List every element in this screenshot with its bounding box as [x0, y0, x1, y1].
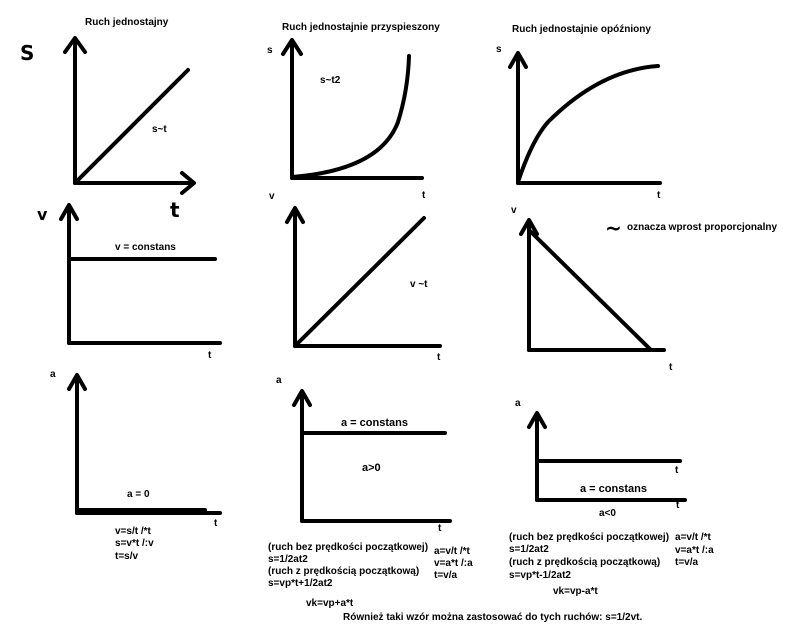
axis-label-a: a	[50, 369, 56, 380]
axis-label-v: v	[511, 205, 517, 216]
formula-note: (ruch z prędkością początkową)	[268, 566, 420, 577]
formula-line: vk=vp+a*t	[306, 598, 354, 609]
axis-label-t: t	[208, 350, 212, 361]
annotation-a-constans: a = constans	[580, 483, 647, 495]
graph-a-t-accelerated	[294, 391, 450, 521]
axis-label-t-big: t	[170, 198, 180, 222]
annotation-s-prop-t2: s~t2	[320, 75, 341, 86]
formula-note: (ruch z prędkością początkową)	[509, 557, 661, 568]
formula-note: (ruch bez prędkości początkowej)	[268, 542, 429, 553]
graph-v-t-uniform	[61, 205, 220, 343]
axis-label-v-big: v	[37, 205, 48, 224]
axis-label-a: a	[515, 398, 521, 409]
s-t-decel-curve	[518, 66, 658, 182]
formula-line: vk=vp-a*t	[553, 586, 598, 597]
formula-line: s=vp*t-1/2at2	[509, 570, 571, 581]
formula-line: v=a*t /:a	[434, 558, 473, 569]
annotation-a-zero: a = 0	[127, 489, 150, 500]
annotation-a-constans: a = constans	[341, 417, 408, 429]
legend-text: oznacza wprost proporcjonalny	[627, 222, 778, 233]
axis-label-a: a	[276, 375, 282, 386]
formula-note: (ruch bez prędkości początkowej)	[509, 532, 670, 543]
annotation-a-lt0: a<0	[599, 508, 616, 519]
axis-label-t: t	[422, 190, 426, 201]
formula-line: s=v*t /:v	[115, 538, 154, 549]
formula-line: a=v/t /*t	[434, 546, 470, 557]
graph-s-t-uniform	[65, 38, 194, 193]
axis-label-t: t	[676, 500, 680, 511]
formula-line: s=vp*t+1/2at2	[268, 578, 333, 589]
s-t-parabola	[292, 56, 409, 177]
annotation-v-prop-t: v ~t	[410, 279, 428, 290]
formula-line: v=a*t /:a	[675, 545, 714, 556]
axis-label-t: t	[438, 523, 442, 534]
footer-note: Również taki wzór można zastosować do tych ruchów: s=1/2vt.	[343, 612, 643, 623]
axis-label-s: s	[267, 45, 273, 56]
title-uniform: Ruch jednostajny	[85, 17, 169, 28]
axis-label-v: v	[269, 191, 275, 202]
axis-label-t: t	[675, 465, 679, 476]
axis-label-s: s	[496, 44, 502, 55]
annotation-v-constans: v = constans	[115, 242, 176, 253]
formula-line: a=v/t /*t	[675, 532, 711, 543]
formula-line: v=s/t /*t	[115, 526, 151, 537]
formula-line: t=v/a	[675, 557, 699, 568]
v-falling-line	[529, 230, 651, 350]
annotation-s-prop-t: s~t	[152, 124, 167, 135]
graph-v-t-decelerated	[521, 216, 664, 350]
title-accelerated: Ruch jednostajnie przyspieszony	[282, 22, 440, 33]
formula-line: s=1/2at2	[509, 544, 549, 555]
axis-label-t: t	[437, 352, 441, 363]
axis-label-t: t	[669, 362, 673, 373]
title-decelerated: Ruch jednostajnie opóźniony	[512, 24, 651, 35]
legend-tilde-symbol: ~	[605, 216, 622, 240]
axis-label-t: t	[657, 190, 661, 201]
axis-label-s-big: S	[20, 41, 35, 65]
v-rising-line	[295, 218, 424, 346]
axis-label-t: t	[214, 518, 218, 529]
graph-v-t-accelerated	[287, 208, 440, 346]
formula-line: t=v/a	[434, 570, 458, 581]
formula-line: t=s/v	[115, 551, 139, 562]
s-t-line	[75, 70, 188, 183]
graph-s-t-accelerated	[283, 40, 422, 178]
annotation-a-gt0: a>0	[362, 462, 381, 474]
graph-s-t-decelerated	[510, 53, 660, 183]
formula-line: s=1/2at2	[268, 554, 308, 565]
